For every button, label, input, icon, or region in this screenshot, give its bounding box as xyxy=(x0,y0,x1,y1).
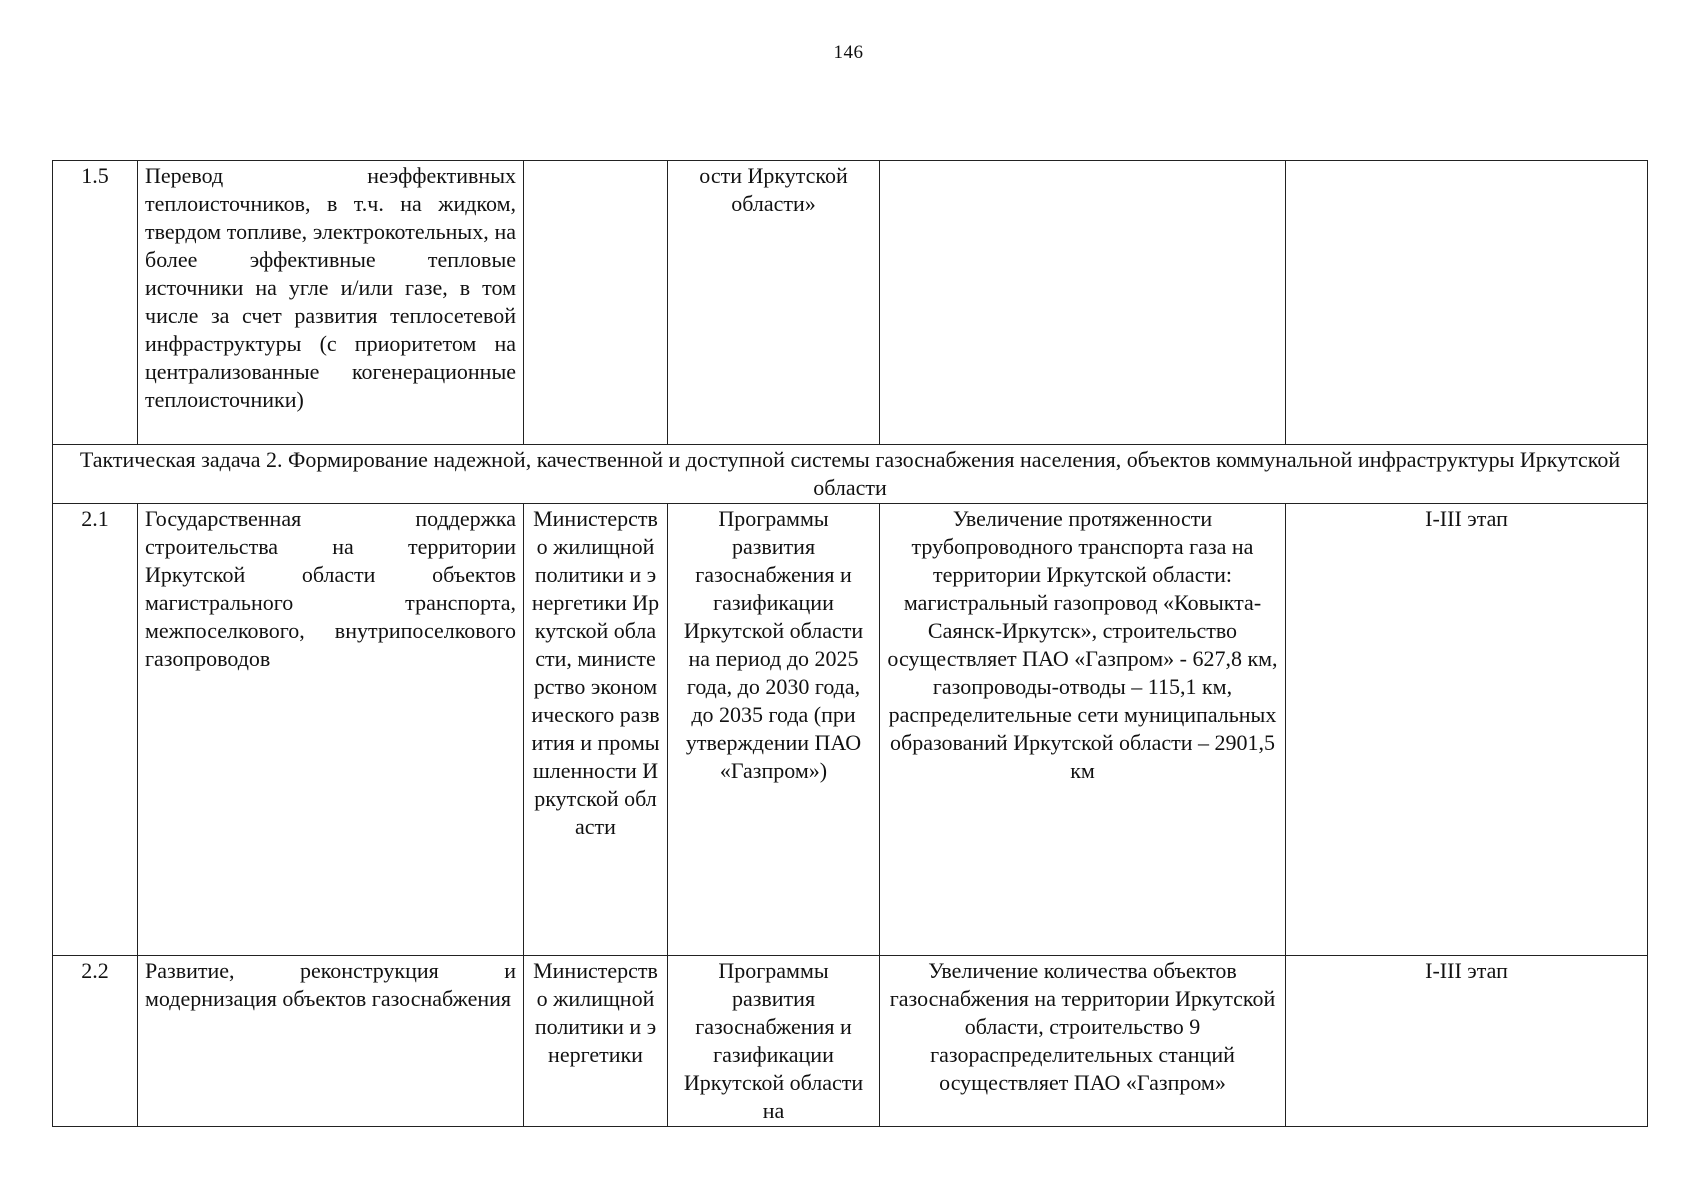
executor-cell: Министерство жилищной политики и энергетики Иркутской области, министерство экономического развития и промышленности Иркутской области xyxy=(524,504,668,956)
stage-cell: I-III этап xyxy=(1286,956,1648,1127)
executor-cell xyxy=(524,161,668,445)
row-number: 2.2 xyxy=(53,956,138,1127)
result-cell: Увеличение количества объектов газоснабжения на территории Иркутской области, строительство 9 газораспределительных станций осуществляет ПАО «Газпром» xyxy=(880,956,1286,1127)
table-row-1-5 xyxy=(53,161,1648,445)
measure-cell: Развитие, реконструкция и модернизация объектов газоснабжения xyxy=(138,956,524,1127)
result-cell: Увеличение протяженности трубопроводного транспорта газа на территории Иркутской области: магистральный газопровод «Ковыкта-Саянск-Иркутск», строительство осуществляет ПАО «Газпром» - 627,8 км, газопроводы-отводы – 115,1 км, распределительные сети муниципальных образований Иркутской области – 2901,5 км xyxy=(880,504,1286,956)
executor-cell: Министерство жилищной политики и энергетики xyxy=(524,956,668,1127)
page-number: 146 xyxy=(833,42,864,63)
program-cell: Программы развития газоснабжения и газификации Иркутской области на период до 2025 года, до 2030 года, до 2035 года (при утверждении ПАО «Газпром») xyxy=(668,504,880,956)
task-heading-row xyxy=(53,445,1648,504)
table-row-2-1 xyxy=(53,504,1648,956)
measure-cell: Государственная поддержка строительства на территории Иркутской области объектов магистрального транспорта, межпоселкового, внутрипоселкового газопроводов xyxy=(138,504,524,956)
program-cell: ости Иркутской области» xyxy=(668,161,880,445)
program-cell: Программы развития газоснабжения и газификации Иркутской области на xyxy=(668,956,880,1127)
measure-cell: Перевод неэффективных теплоисточников, в т.ч. на жидком, твердом топливе, электрокотельных, на более эффективные тепловые источники на угле и/или газе, в том числе за счет развития теплосетевой инфраструктуры (с приоритетом на централизованные когенерационные теплоисточники) xyxy=(138,161,524,445)
result-cell xyxy=(880,161,1286,445)
table-row-2-2 xyxy=(53,956,1648,1127)
stage-cell xyxy=(1286,161,1648,445)
measures-table xyxy=(52,160,1648,1127)
task-heading: Тактическая задача 2. Формирование надежной, качественной и доступной системы газоснабжения населения, объектов коммунальной инфраструктуры Иркутской области xyxy=(53,445,1648,504)
row-number: 2.1 xyxy=(53,504,138,956)
row-number: 1.5 xyxy=(53,161,138,445)
stage-cell: I-III этап xyxy=(1286,504,1648,956)
